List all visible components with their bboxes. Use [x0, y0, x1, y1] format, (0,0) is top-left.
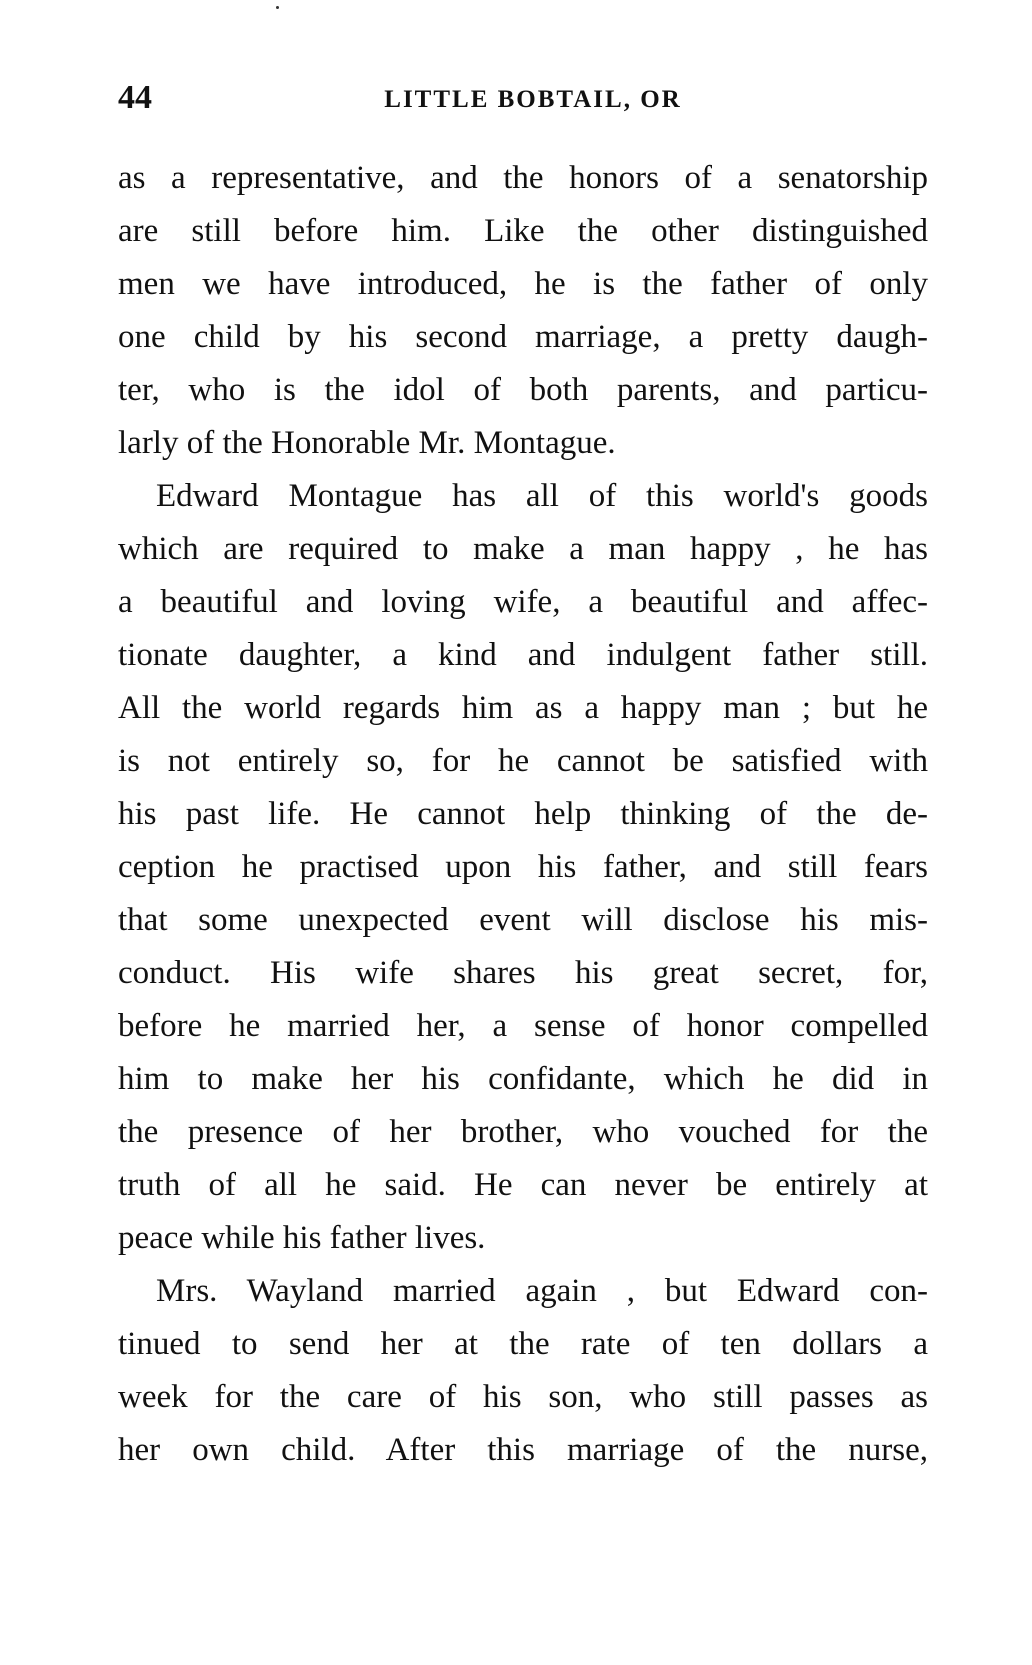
page-header: [118, 78, 928, 122]
text-line: are still before him. Like the other distinguished: [118, 213, 928, 249]
text-line: men we have introduced, he is the father of only: [118, 266, 928, 302]
text-line: before he married her, a sense of honor compelled: [118, 1008, 928, 1044]
text-line: larly of the Honorable Mr. Montague.: [118, 425, 616, 461]
text-line: All the world regards him as a happy man ; but he: [118, 690, 928, 726]
text-line: tinued to send her at the rate of ten dollars a: [118, 1326, 928, 1362]
text-line: him to make her his confidante, which he did in: [118, 1061, 928, 1097]
text-line: ter, who is the idol of both parents, and particu-: [118, 372, 928, 408]
page-number: 44: [118, 79, 152, 116]
text-line: Edward Montague has all of this world's goods: [156, 478, 928, 514]
text-line: a beautiful and loving wife, a beautiful and affec-: [118, 584, 928, 620]
text-line: the presence of her brother, who vouched for the: [118, 1114, 928, 1150]
text-line: week for the care of his son, who still passes as: [118, 1379, 928, 1415]
body-text: [118, 152, 928, 1477]
running-head: LITTLE BOBTAIL, OR: [384, 86, 682, 113]
text-line: which are required to make a man happy , he has: [118, 531, 928, 567]
text-line: one child by his second marriage, a pretty daugh-: [118, 319, 928, 355]
text-line: ception he practised upon his father, and still fears: [118, 849, 928, 885]
text-line: is not entirely so, for he cannot be satisfied with: [118, 743, 928, 779]
text-line: peace while his father lives.: [118, 1220, 486, 1256]
text-line: conduct. His wife shares his great secret, for,: [118, 955, 928, 991]
text-line: as a representative, and the honors of a senatorship: [118, 160, 928, 196]
text-line: that some unexpected event will disclose his mis-: [118, 902, 928, 938]
text-line: tionate daughter, a kind and indulgent father still.: [118, 637, 928, 673]
print-speck: [276, 6, 279, 9]
text-line: truth of all he said. He can never be entirely at: [118, 1167, 928, 1203]
text-line: her own child. After this marriage of the nurse,: [118, 1432, 928, 1468]
text-line: Mrs. Wayland married again , but Edward con-: [156, 1273, 928, 1309]
text-line: his past life. He cannot help thinking of the de-: [118, 796, 928, 832]
